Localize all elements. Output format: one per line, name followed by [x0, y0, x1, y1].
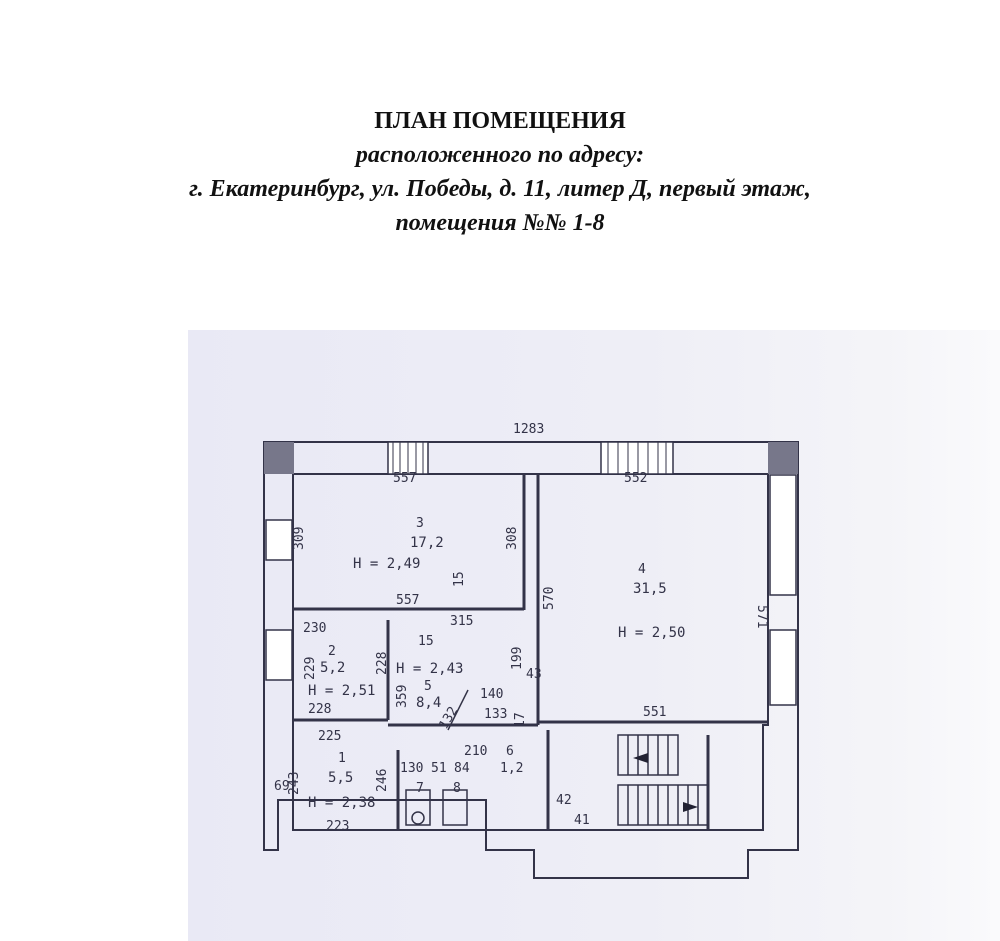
room3-right: 308 — [505, 526, 520, 550]
window-left-1 — [266, 520, 292, 560]
room3-height: H = 2,49 — [353, 556, 421, 572]
room2-top: 230 — [303, 621, 327, 636]
room3-area: 17,2 — [410, 535, 444, 551]
room1-height: H = 2,38 — [308, 795, 376, 811]
corner-left — [264, 442, 294, 474]
room7-w: 130 — [400, 761, 424, 776]
room4-right: 571 — [754, 605, 769, 629]
room5-small2: 43 — [526, 667, 542, 682]
room5-area: 8,4 — [416, 695, 442, 711]
room8-w: 51 — [431, 761, 447, 776]
room2-bottom: 228 — [308, 702, 332, 717]
room5-small6: 132 — [436, 704, 462, 732]
room8-number: 8 — [453, 781, 461, 796]
room6-number: 6 — [506, 744, 514, 759]
room4-area: 31,5 — [633, 581, 667, 597]
stairs-d2: 41 — [574, 813, 590, 828]
room5-small4: 133 — [484, 707, 508, 722]
room5-small1: 15 — [418, 634, 434, 649]
plan-header — [0, 104, 1000, 240]
room1-outer: 69 — [274, 779, 290, 794]
room4-top: 552 — [624, 471, 648, 486]
room1-right: 246 — [375, 768, 390, 792]
window-right-2 — [770, 630, 796, 705]
room4-left: 570 — [542, 586, 557, 610]
address-caption: расположенного по адресу: — [355, 142, 645, 168]
room3-bottom: 557 — [396, 593, 420, 608]
room3-number: 3 — [416, 516, 424, 531]
stair-arrow-2 — [683, 802, 698, 812]
window-left-2 — [266, 630, 292, 680]
floor-plan — [188, 330, 1000, 941]
premises-numbers: помещения №№ 1-8 — [395, 210, 605, 236]
room3-left: 309 — [292, 526, 307, 550]
room2-right: 228 — [375, 651, 390, 675]
room2-number: 2 — [328, 644, 336, 659]
stair-arrow-1 — [633, 753, 648, 763]
room5-small5: 17 — [513, 712, 528, 728]
room4-height: H = 2,50 — [618, 625, 686, 641]
room1-top: 225 — [318, 729, 342, 744]
stair-steps — [628, 735, 698, 825]
room3-side: 15 — [452, 571, 467, 587]
dim-overall: 1283 — [513, 422, 545, 437]
stair-flight-2 — [618, 785, 708, 825]
room5-top: 315 — [450, 614, 474, 629]
stairs-d1: 42 — [556, 793, 572, 808]
room2-height: H = 2,51 — [308, 683, 376, 699]
window-right-1 — [770, 475, 796, 595]
room6-w1: 210 — [464, 744, 488, 759]
room7-number: 7 — [416, 781, 424, 796]
floor-plan-drawing — [188, 330, 1000, 941]
room1-number: 1 — [338, 751, 346, 766]
room5-height: H = 2,43 — [396, 661, 464, 677]
corner-right — [768, 442, 798, 474]
room2-area: 5,2 — [320, 660, 346, 676]
room1-area: 5,5 — [328, 770, 354, 786]
room6-w2: 84 — [454, 761, 470, 776]
address-line: г. Екатеринбург, ул. Победы, д. 11, литер Д, первый этаж, — [189, 176, 811, 202]
plan-title: ПЛАН ПОМЕЩЕНИЯ — [374, 108, 626, 134]
inner-wall-outline — [293, 474, 768, 830]
room2-left: 229 — [303, 656, 318, 680]
room5-left: 359 — [395, 684, 410, 708]
room3-top: 557 — [393, 471, 417, 486]
room4-number: 4 — [638, 562, 646, 577]
window-room4 — [601, 442, 673, 474]
room1-left: 243 — [287, 771, 302, 795]
room5-small3: 140 — [480, 687, 504, 702]
room6-area: 1,2 — [500, 761, 524, 776]
fixture-basin — [412, 812, 424, 824]
room4-bottom: 551 — [643, 705, 667, 720]
room5-right: 199 — [510, 646, 525, 670]
room5-number: 5 — [424, 679, 432, 694]
room1-bottom: 223 — [326, 819, 350, 834]
